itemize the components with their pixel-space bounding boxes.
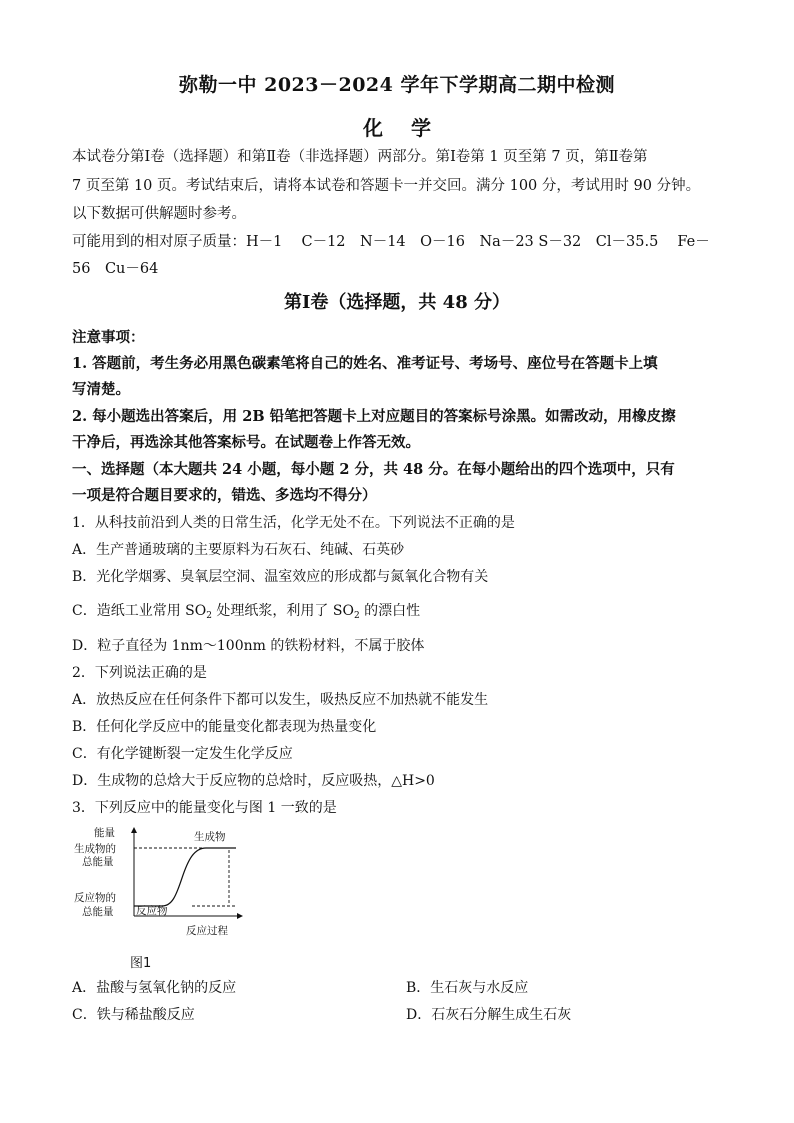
part-heading-line-1: 一、选择题（本大题共 24 小题，每小题 2 分，共 48 分。在每小题给出的四个选项中，只有 bbox=[72, 461, 675, 478]
question-1-option-d: D．粒子直径为 1nm～100nm 的铁粉材料，不属于胶体 bbox=[72, 638, 425, 654]
note-1-line-2: 写清楚。 bbox=[72, 381, 130, 398]
intro-line-1: 本试卷分第Ⅰ卷（选择题）和第Ⅱ卷（非选择题）两部分。第Ⅰ卷第 1 页至第 7 页，第Ⅱ卷第 bbox=[72, 149, 648, 165]
energy-curve bbox=[134, 848, 236, 906]
product-energy-label-2: 总能量 bbox=[82, 856, 114, 868]
figure-1-energy-diagram bbox=[72, 826, 252, 971]
energy-diagram-svg bbox=[72, 826, 252, 951]
curve-product-label: 生成物 bbox=[194, 831, 226, 843]
question-3-option-d: D．石灰石分解生成生石灰 bbox=[406, 1007, 572, 1023]
question-3-option-a: A．盐酸与氢氧化钠的反应 bbox=[72, 980, 237, 996]
question-3-stem: 3．下列反应中的能量变化与图 1 一致的是 bbox=[72, 800, 337, 816]
part-heading-line-2: 一项是符合题目要求的，错选、多选均不得分） bbox=[72, 487, 377, 504]
question-1-option-a: A．生产普通玻璃的主要原料为石灰石、纯碱、石英砂 bbox=[72, 542, 405, 558]
reactant-energy-label-2: 总能量 bbox=[82, 906, 114, 918]
section-title: 第Ⅰ卷（选择题，共 48 分） bbox=[283, 292, 510, 313]
question-1-option-c: C．造纸工业常用 $SO_2$ 处理纸浆，利用了 $SO_2$ 的漂白性 bbox=[72, 603, 421, 621]
question-2-option-c: C．有化学键断裂一定发生化学反应 bbox=[72, 746, 293, 762]
question-2-option-d: D．生成物的总焓大于反应物的总焓时，反应吸热，△H>0 bbox=[72, 773, 435, 789]
note-2-line-1: 2. 每小题选出答案后，用 2B 铅笔把答题卡上对应题目的答案标号涂黑。如需改动，用橡皮擦 bbox=[72, 408, 676, 425]
question-1-stem: 1．从科技前沿到人类的日常生活，化学无处不在。下列说法不正确的是 bbox=[72, 515, 515, 531]
product-energy-label-1: 生成物的 bbox=[74, 843, 116, 855]
question-3-option-c: C．铁与稀盐酸反应 bbox=[72, 1007, 195, 1023]
subject-title: 化学 bbox=[363, 116, 459, 140]
atomic-masses-line-2: 56 Cu－64 bbox=[72, 261, 159, 277]
intro-line-2: 7 页至第 10 页。考试结束后，请将本试卷和答题卡一并交回。满分 100 分，考试用时 90 分钟。 bbox=[72, 178, 701, 194]
question-2-option-a: A．放热反应在任何条件下都可以发生，吸热反应不加热就不能发生 bbox=[72, 692, 489, 708]
x-axis-label: 反应过程 bbox=[186, 925, 228, 937]
intro-line-3: 以下数据可供解题时参考。 bbox=[72, 206, 246, 222]
question-2-option-b: B．任何化学反应中的能量变化都表现为热量变化 bbox=[72, 719, 377, 735]
question-2-stem: 2．下列说法正确的是 bbox=[72, 665, 207, 681]
notes-heading: 注意事项： bbox=[72, 329, 145, 346]
note-1-line-1: 1. 答题前，考生务必用黑色碳素笔将自己的姓名、准考证号、考场号、座位号在答题卡上填 bbox=[72, 355, 658, 372]
figure-1-caption: 图1 bbox=[130, 956, 152, 971]
question-3-option-b: B．生石灰与水反应 bbox=[406, 980, 529, 996]
reactant-energy-label-1: 反应物的 bbox=[74, 892, 116, 904]
curve-reactant-label: 反应物 bbox=[136, 905, 168, 917]
note-2-line-2: 干净后，再选涂其他答案标号。在试题卷上作答无效。 bbox=[72, 434, 420, 451]
question-1-option-b: B．光化学烟雾、臭氧层空洞、温室效应的形成都与氮氧化合物有关 bbox=[72, 569, 489, 585]
exam-title: 弥勒一中 2023－2024 学年下学期高二期中检测 bbox=[179, 74, 615, 96]
y-axis-label: 能量 bbox=[94, 827, 115, 839]
atomic-masses-line-1: 可能用到的相对原子质量：H－1 C－12 N－14 O－16 Na－23 S－32 Cl－35.5 Fe－ bbox=[72, 234, 710, 250]
